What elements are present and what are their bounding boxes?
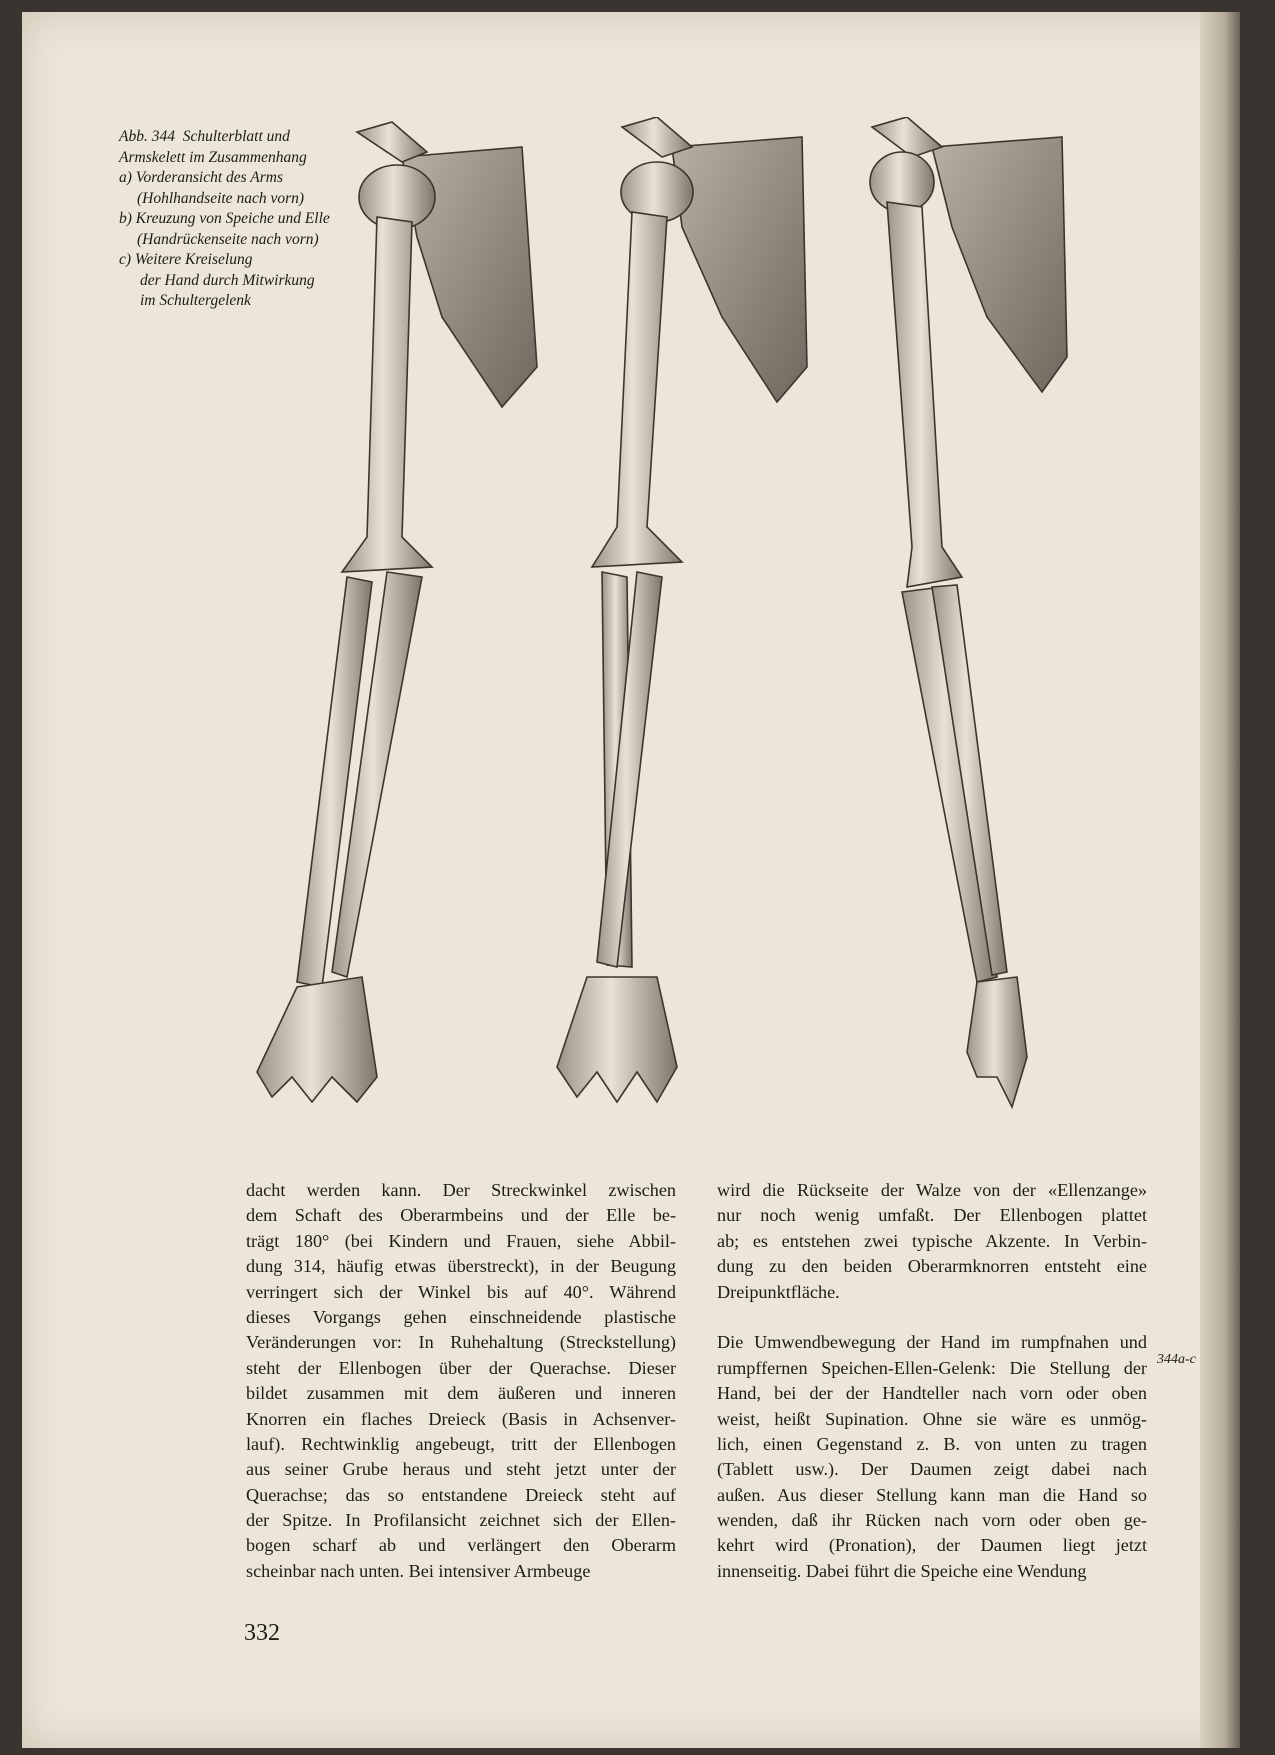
text-line: ab; es entstehen zwei typische Akzente. In Verbin-: [717, 1230, 1147, 1251]
text-line: nur noch wenig umfaßt. Der Ellenbogen plattet: [717, 1205, 1147, 1226]
hand-c: [967, 977, 1027, 1107]
text-line: dieses Vorgangs gehen einschneidende plastische: [246, 1306, 676, 1327]
scapula-b: [672, 137, 807, 402]
text-line: trägt 180° (bei Kindern und Frauen, siehe Abbil-: [246, 1230, 676, 1251]
caption-line: b) Kreuzung von Speiche und Elle: [119, 210, 330, 227]
humerus-head-c: [870, 152, 934, 212]
book-page: [22, 12, 1240, 1748]
text-line: Knorren ein flaches Dreieck (Basis in Achsenver-: [246, 1408, 676, 1429]
text-line: scheinbar nach unten. Bei intensiver Armbeuge: [246, 1560, 591, 1581]
scapula-c: [932, 137, 1067, 392]
text-line: Hand, bei der der Handteller nach vorn oder oben: [717, 1383, 1147, 1404]
humerus-a: [342, 217, 432, 572]
text-line: wenden, daß ihr Rücken nach vorn oder oben ge-: [717, 1510, 1147, 1531]
clavicle-a: [357, 122, 427, 162]
text-line: dem Schaft des Oberarmbeins und der Elle be-: [246, 1205, 676, 1226]
text-line: aus seiner Grube heraus und steht jetzt unter der: [246, 1459, 676, 1480]
humerus-c: [887, 202, 962, 587]
caption-line: a) Vorderansicht des Arms: [119, 169, 284, 186]
arm-skeleton-illustrations: [252, 117, 1152, 1127]
text-line: Dreipunktfläche.: [717, 1281, 840, 1302]
margin-figure-reference: 344a-c: [1157, 1352, 1196, 1367]
text-line: außen. Aus dieser Stellung kann man die Hand so: [717, 1484, 1147, 1505]
text-line: bildet zusammen mit dem äußeren und inneren: [246, 1383, 676, 1404]
left-text-column: [246, 1178, 676, 1584]
caption-line: der Hand durch Mitwirkung: [140, 271, 315, 289]
text-line: kehrt wird (Pronation), der Daumen liegt jetzt: [717, 1535, 1147, 1556]
text-line: bogen scharf ab und verlängert den Oberarm: [246, 1535, 676, 1556]
humerus-b: [592, 212, 682, 567]
text-line: der Spitze. In Profilansicht zeichnet sich der Ellen-: [246, 1510, 676, 1531]
skeleton-figure-b: [557, 117, 807, 1102]
text-line: lich, einen Gegenstand z. B. von unten zu tragen: [717, 1433, 1147, 1454]
page-number: 332: [244, 1620, 280, 1646]
text-line: lauf). Rechtwinklig angebeugt, tritt der Ellenbogen: [246, 1433, 676, 1454]
text-line: (Tablett usw.). Der Daumen zeigt dabei nach: [717, 1459, 1147, 1480]
text-line: innenseitig. Dabei führt die Speiche eine Wendung: [717, 1560, 1087, 1581]
caption-line: Schulterblatt und: [182, 128, 290, 145]
figure-label: Abb. 344: [119, 128, 175, 145]
clavicle-c: [872, 117, 942, 157]
text-line: [717, 1305, 1147, 1330]
text-line: wird die Rückseite der Walze von der «Ellenzange»: [717, 1180, 1147, 1200]
text-line: Veränderungen vor: In Ruhehaltung (Streckstellung): [246, 1332, 676, 1353]
text-line: Querachse; das so entstandene Dreieck steht auf: [246, 1484, 676, 1505]
text-line: verringert sich der Winkel bis auf 40°. Während: [246, 1281, 676, 1302]
clavicle-b: [622, 117, 692, 157]
page-gutter: [1200, 12, 1240, 1748]
caption-line: Armskelett im Zusammenhang: [119, 148, 307, 166]
text-line: weist, heißt Supination. Ohne sie wäre es unmög-: [717, 1408, 1147, 1429]
skeleton-figure-c: [870, 117, 1067, 1107]
caption-line: (Handrückenseite nach vorn): [137, 230, 319, 248]
text-line: rumpffernen Speichen-Ellen-Gelenk: Die Stellung der: [717, 1357, 1147, 1378]
text-line: dung zu den beiden Oberarmknorren entsteht eine: [717, 1256, 1147, 1277]
text-line: dacht werden kann. Der Streckwinkel zwischen: [246, 1180, 676, 1200]
text-line: Die Umwendbewegung der Hand im rumpfnahen und: [717, 1332, 1147, 1353]
skeleton-figure-a: [257, 122, 537, 1102]
caption-line: im Schultergelenk: [140, 292, 251, 309]
text-line: steht der Ellenbogen über der Querachse. Dieser: [246, 1357, 676, 1378]
hand-b: [557, 977, 677, 1102]
text-line: dung 314, häufig etwas überstreckt), in der Beugung: [246, 1256, 676, 1277]
right-text-column: [717, 1178, 1147, 1584]
hand-a: [257, 977, 377, 1102]
caption-line: (Hohlhandseite nach vorn): [137, 189, 305, 207]
caption-line: c) Weitere Kreiselung: [119, 251, 253, 268]
